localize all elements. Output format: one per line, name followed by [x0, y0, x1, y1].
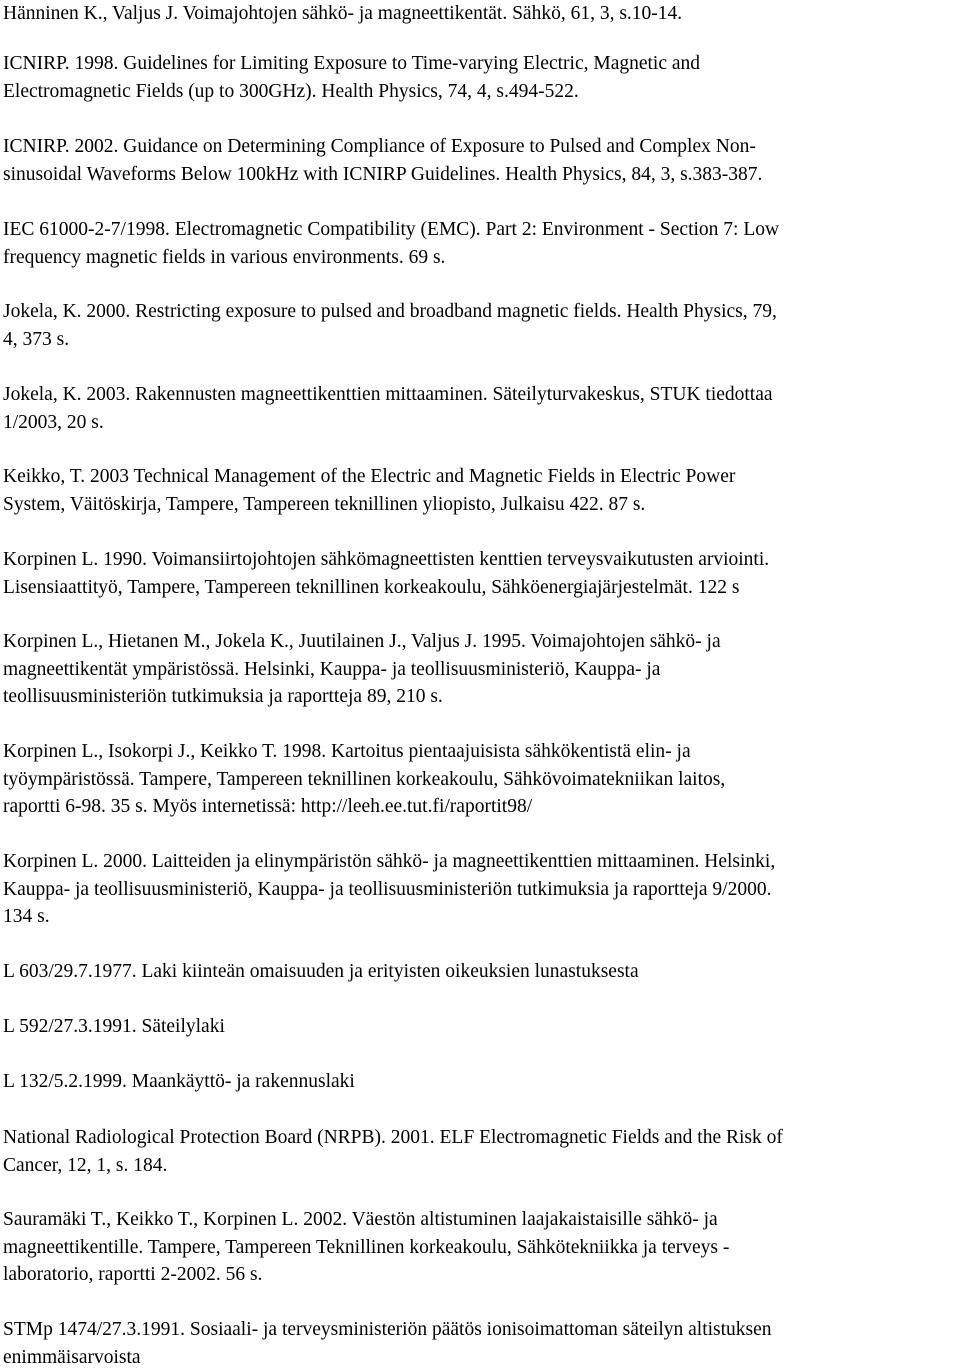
reference-entry: [3, 381, 773, 436]
reference-entry: [3, 50, 700, 105]
reference-list: [3, 0, 958, 1368]
reference-line: magneettikentille. Tampere, Tampereen Teknillinen korkeakoulu, Sähkötekniikka ja terveys -: [3, 1236, 730, 1258]
reference-entry: [3, 216, 779, 271]
reference-line: 1/2003, 20 s.: [3, 411, 104, 433]
reference-entry: [3, 546, 769, 601]
reference-line: Cancer, 12, 1, s. 184.: [3, 1154, 168, 1176]
reference-entry: [3, 848, 775, 931]
reference-line: Kauppa- ja teollisuusministeriö, Kauppa- ja teollisuusministeriön tutkimuksia ja raportteja 9/2000.: [3, 878, 772, 900]
reference-line: magneettikentät ympäristössä. Helsinki, Kauppa- ja teollisuusministeriö, Kauppa- ja: [3, 658, 661, 680]
reference-entry: [3, 298, 777, 353]
reference-line: L 603/29.7.1977. Laki kiinteän omaisuuden ja erityisten oikeuksien lunastuksesta: [3, 961, 639, 982]
reference-line: Hänninen K., Valjus J. Voimajohtojen sähkö- ja magneettikentät. Sähkö, 61, 3, s.10-14.: [3, 3, 683, 24]
reference-entry: [3, 1124, 783, 1179]
reference-line: L 592/27.3.1991. Säteilylaki: [3, 1016, 225, 1037]
reference-line: Jokela, K. 2003. Rakennusten magneettikenttien mittaaminen. Säteilyturvakeskus, STUK tiedottaa: [3, 384, 773, 405]
reference-line: Electromagnetic Fields (up to 300GHz). Health Physics, 74, 4, s.494-522.: [3, 80, 579, 102]
reference-line: frequency magnetic fields in various environments. 69 s.: [3, 246, 446, 268]
reference-entry: [3, 0, 682, 28]
reference-line: Korpinen L. 2000. Laitteiden ja elinympäristön sähkö- ja magneettikenttien mittaaminen. Helsinki,: [3, 851, 776, 872]
reference-line: ICNIRP. 2002. Guidance on Determining Compliance of Exposure to Pulsed and Complex Non-: [3, 136, 756, 157]
reference-entry: [3, 133, 762, 188]
reference-entry: [3, 738, 725, 821]
reference-line: raportti 6-98. 35 s. Myös internetissä: http://leeh.ee.tut.fi/raportit98/: [3, 796, 533, 818]
reference-line: National Radiological Protection Board (NRPB). 2001. ELF Electromagnetic Fields and the Risk of: [3, 1127, 783, 1148]
reference-line: 4, 373 s.: [3, 328, 70, 350]
reference-line: Korpinen L., Hietanen M., Jokela K., Juutilainen J., Valjus J. 1995. Voimajohtojen sähkö- ja: [3, 631, 721, 652]
reference-line: Lisensiaattityö, Tampere, Tampereen teknillinen korkeakoulu, Sähköenergiajärjestelmät. 122 s: [3, 576, 740, 598]
reference-line: enimmäisarvoista: [3, 1346, 141, 1368]
reference-entry: [3, 463, 735, 518]
reference-line: Korpinen L., Isokorpi J., Keikko T. 1998. Kartoitus pientaajuisista sähkökentistä elin- ja: [3, 741, 691, 762]
reference-line: IEC 61000-2-7/1998. Electromagnetic Compatibility (EMC). Part 2: Environment - Section 7: Low: [3, 219, 780, 240]
reference-line: Sauramäki T., Keikko T., Korpinen L. 2002. Väestön altistuminen laajakaistaisille sähkö- ja: [3, 1209, 718, 1230]
reference-line: laboratorio, raportti 2-2002. 56 s.: [3, 1264, 263, 1286]
reference-line: Jokela, K. 2000. Restricting exposure to pulsed and broadband magnetic fields. Health Physics, 79,: [3, 301, 777, 322]
reference-line: L 132/5.2.1999. Maankäyttö- ja rakennuslaki: [3, 1071, 355, 1092]
reference-entry: [3, 1316, 772, 1371]
reference-entry: [3, 1068, 355, 1096]
reference-entry: [3, 958, 639, 986]
reference-line: Keikko, T. 2003 Technical Management of the Electric and Magnetic Fields in Electric Power: [3, 466, 736, 487]
reference-line: 134 s.: [3, 906, 50, 928]
reference-line: System, Väitöskirja, Tampere, Tampereen teknillinen yliopisto, Julkaisu 422. 87 s.: [3, 493, 646, 515]
reference-line: teollisuusministeriön tutkimuksia ja raportteja 89, 210 s.: [3, 686, 443, 708]
reference-entry: [3, 1206, 729, 1289]
reference-line: työympäristössä. Tampere, Tampereen teknillinen korkeakoulu, Sähkövoimatekniikan laitos,: [3, 768, 726, 790]
reference-line: ICNIRP. 1998. Guidelines for Limiting Exposure to Time-varying Electric, Magnetic and: [3, 53, 701, 74]
reference-line: sinusoidal Waveforms Below 100kHz with ICNIRP Guidelines. Health Physics, 84, 3, s.383-387.: [3, 163, 763, 185]
reference-entry: [3, 1013, 225, 1041]
reference-entry: [3, 628, 721, 711]
reference-line: Korpinen L. 1990. Voimansiirtojohtojen sähkömagneettisten kenttien terveysvaikutusten arviointi.: [3, 549, 770, 570]
reference-line: STMp 1474/27.3.1991. Sosiaali- ja terveysministeriön päätös ionisoimattoman säteilyn altistuksen: [3, 1319, 772, 1340]
